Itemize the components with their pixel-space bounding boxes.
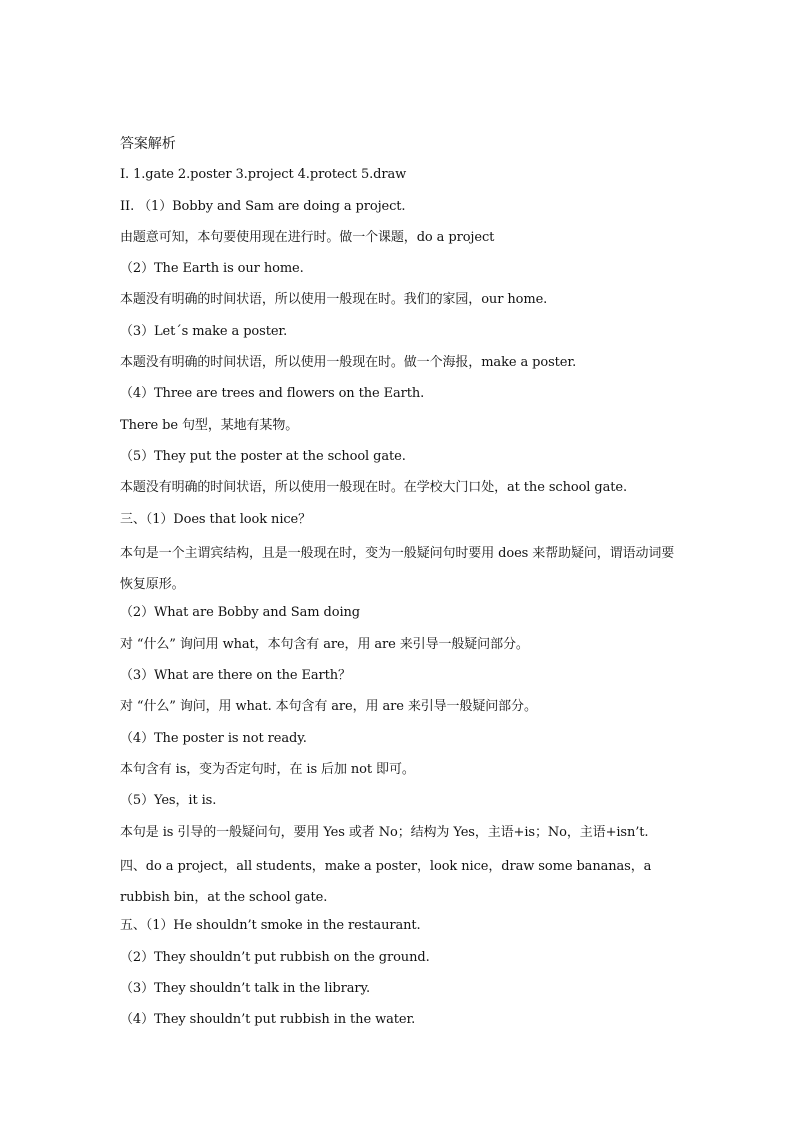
text-line: （4）They shouldn’t put rubbish in the water. (120, 1012, 416, 1028)
text-line: （3）They shouldn’t talk in the library. (120, 981, 371, 997)
text-line: 由题意可知，本句要使用现在进行时。做一个课题，do a project (120, 229, 495, 245)
doc-title: 答案解析 (120, 136, 176, 152)
text-line: 本句是 is 引导的一般疑问句，要用 Yes 或者 No；结构为 Yes，主语+is；No，主语+isn’t. (120, 824, 649, 840)
text-line: I. 1.gate 2.poster 3.project 4.protect 5.draw (120, 167, 407, 183)
text-line: 本题没有明确的时间状语，所以使用一般现在时。我们的家园，our home. (120, 292, 548, 308)
text-line: （3）What are there on the Earth？ (120, 668, 351, 684)
text-paragraph: 四、do a project，all students，make a poster，look nice，draw some bananas，a rubbish bin，at the school gate. (120, 858, 652, 906)
text-line: （4）Three are trees and flowers on the Earth. (120, 386, 425, 402)
text-line: 对 “什么” 询问，用 what. 本句含有 are，用 are 来引导一般疑问部分。 (120, 699, 537, 715)
text-line: 本题没有明确的时间状语，所以使用一般现在时。做一个海报，make a poster. (120, 355, 577, 371)
text-line: （2）The Earth is our home. (120, 261, 304, 277)
text-line: （2）What are Bobby and Sam doing (120, 605, 360, 621)
text-line: （3）Let´s make a poster. (120, 323, 288, 339)
text-line: There be 句型，某地有某物。 (120, 417, 299, 433)
text-line: 本句含有 is，变为否定句时，在 is 后加 not 即可。 (120, 761, 415, 777)
text-line: （5）They put the poster at the school gate. (120, 448, 406, 464)
answer-analysis (120, 131, 680, 1039)
text-line: II. （1）Bobby and Sam are doing a project. (120, 198, 406, 214)
text-line: （4）The poster is not ready. (120, 730, 307, 746)
text-line: 三、（1）Does that look nice？ (120, 511, 312, 527)
text-paragraph: 本句是一个主谓宾结构，且是一般现在时，变为一般疑问句时要用 does 来帮助疑问，谓语动词要恢复原形。 (120, 545, 675, 593)
text-line: 本题没有明确的时间状语，所以使用一般现在时。在学校大门口处，at the school gate. (120, 480, 628, 496)
text-line: （2）They shouldn’t put rubbish on the ground. (120, 949, 430, 965)
text-line: 对 “什么” 询问用 what，本句含有 are，用 are 来引导一般疑问部分。 (120, 636, 529, 652)
text-line: （5）Yes，it is. (120, 793, 217, 809)
text-line: 五、（1）He shouldn’t smoke in the restaurant. (120, 918, 421, 934)
